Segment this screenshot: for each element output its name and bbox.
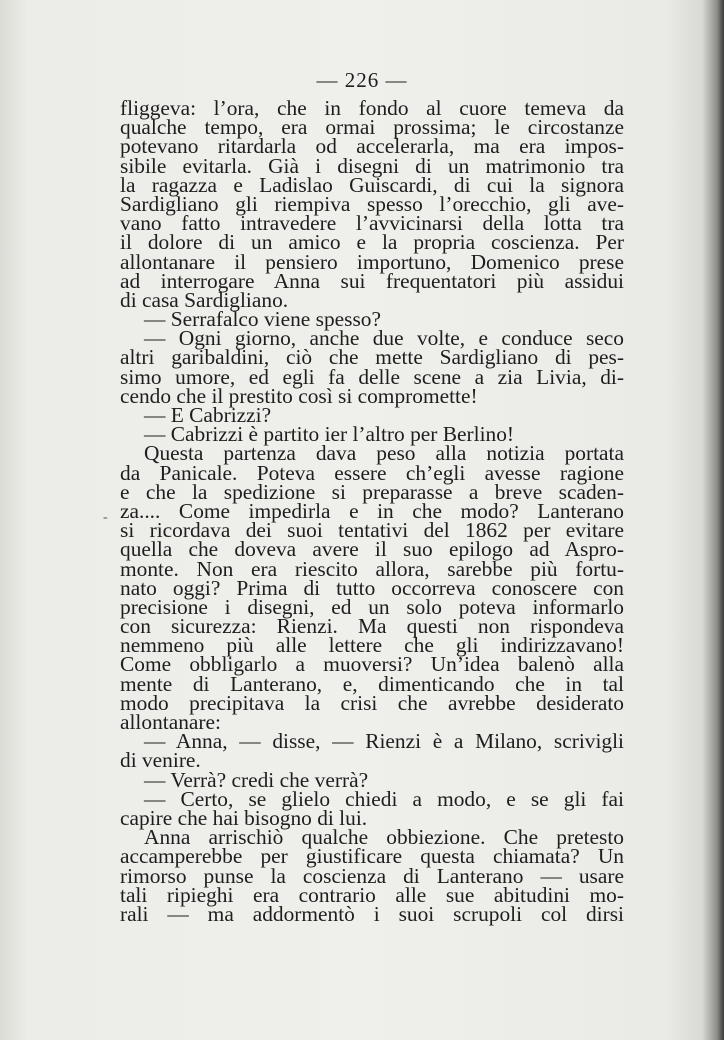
text-line: tali ripieghi era contrario alle sue abitudini mo- bbox=[120, 882, 624, 907]
text-line: monte. Non era riescito allora, sarebbe più fortu- bbox=[120, 556, 624, 581]
text-line: altri garibaldini, ciò che mette Sardigliano di pes- bbox=[120, 345, 624, 370]
text-line: simo umore, ed egli fa delle scene a zia Livia, di- bbox=[120, 364, 624, 389]
text-line: precisione i disegni, ed un solo poteva informarlo bbox=[120, 594, 624, 619]
text-line: Come obbligarlo a muoversi? Un’idea balenò alla bbox=[120, 652, 624, 677]
text-line: da Panicale. Poteva essere ch’egli avesse ragione bbox=[120, 460, 624, 485]
text-line: capire che hai bisogno di lui. bbox=[120, 805, 368, 830]
text-line: — E Cabrizzi? bbox=[144, 403, 272, 427]
text-line: nato oggi? Prima di tutto occorreva conoscere con bbox=[120, 575, 624, 600]
text-line: mente di Lanterano, e, dimenticando che in tal bbox=[120, 671, 624, 696]
text-line: sibile evitarla. Già i disegni di un matrimonio tra bbox=[120, 153, 624, 178]
text-line: fliggeva: l’ora, che in fondo al cuore temeva da bbox=[120, 96, 624, 120]
text-line: il dolore di un amico e la propria coscienza. Per bbox=[120, 230, 624, 255]
text-line: modo precipitava la crisi che avrebbe desiderato bbox=[120, 690, 624, 715]
text-line: — Verrà? credi che verrà? bbox=[144, 767, 369, 792]
text-line: potevano ritardarla od accelerarla, ma era impos- bbox=[120, 134, 624, 159]
text-line: — Certo, se glielo chiedi a modo, e se gli fai bbox=[144, 786, 624, 811]
text-line: allontanare: bbox=[120, 710, 221, 734]
text-line: quella che doveva avere il suo epilogo ad Aspro- bbox=[120, 537, 624, 562]
text-line: — Serrafalco viene spesso? bbox=[144, 307, 381, 332]
page-number: — 226 — bbox=[316, 68, 408, 92]
text-line: vano fatto intravedere l’avvicinarsi della lotta tra bbox=[120, 211, 624, 236]
text-line: e che la spedizione si preparasse a breve scaden- bbox=[120, 479, 624, 504]
text-line: rimorso punse la coscienza di Lanterano — usare bbox=[120, 863, 624, 888]
text-line: allontanare il pensiero importuno, Domenico prese bbox=[120, 249, 624, 274]
text-line: — Anna, — disse, — Rienzi è a Milano, scrivigli bbox=[144, 729, 624, 754]
text-line: Questa partenza dava peso alla notizia portata bbox=[144, 441, 624, 466]
text-line: si ricordava dei suoi tentativi del 1862 per evitare bbox=[120, 518, 624, 543]
text-line: — Ogni giorno, anche due volte, e conduce seco bbox=[144, 326, 624, 351]
text-line: Anna arrischiò qualche obbiezione. Che pretesto bbox=[144, 825, 624, 850]
text-line: accamperebbe per giustificare questa chiamata? Un bbox=[120, 844, 624, 869]
body-text bbox=[120, 96, 624, 926]
text-line: nemmeno più alle lettere che gli indirizzavano! bbox=[120, 633, 624, 658]
text-line: Sardigliano gli riempiva spesso l’orecchio, gli ave- bbox=[120, 191, 624, 216]
margin-mark: - bbox=[103, 510, 108, 525]
text-line: di venire. bbox=[120, 748, 201, 773]
text-line: za.... Come impedirla e in che modo? Lanterano bbox=[120, 498, 624, 523]
text-line: con sicurezza: Rienzi. Ma questi non rispondeva bbox=[120, 614, 624, 639]
text-line: la ragazza e Ladislao Guiscardi, di cui la signora bbox=[120, 172, 624, 197]
text-line: ad interrogare Anna sui frequentatori più assidui bbox=[120, 268, 624, 293]
text-line: — Cabrizzi è partito ier l’altro per Berlino! bbox=[144, 422, 515, 447]
text-line: cendo che il prestito così si compromette! bbox=[120, 383, 478, 408]
text-line: rali — ma addormentò i suoi scrupoli col dirsi bbox=[120, 901, 624, 926]
text-line: di casa Sardigliano. bbox=[120, 287, 289, 312]
text-line: qualche tempo, era ormai prossima; le circostanze bbox=[120, 115, 624, 140]
